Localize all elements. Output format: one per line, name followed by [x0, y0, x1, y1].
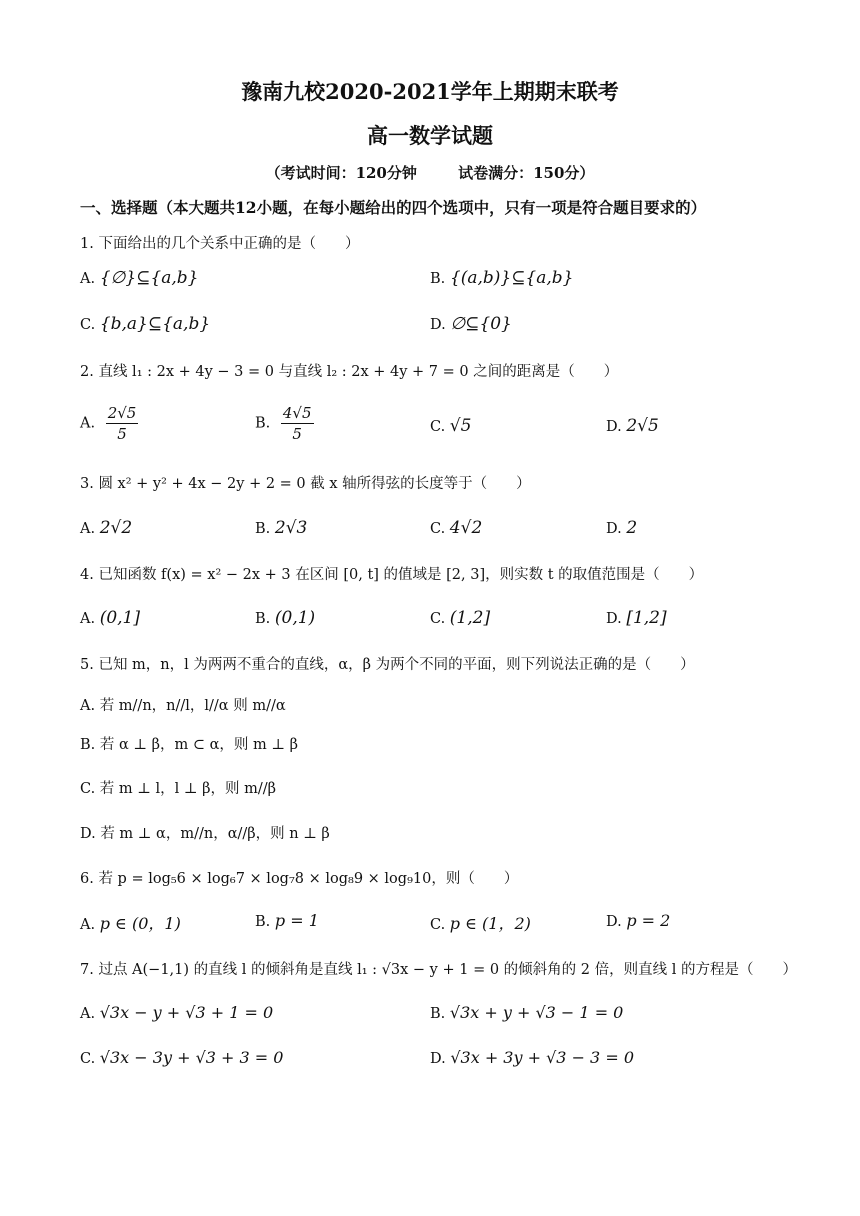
q5-option-b: B. 若 α ⊥ β，m ⊂ α，则 m ⊥ β	[80, 737, 299, 753]
option-letter: C.	[80, 1051, 96, 1067]
option-content: 2√3	[274, 518, 308, 538]
q3-option-d	[606, 518, 637, 538]
q4-option-a	[80, 608, 140, 628]
option-content: ∅⊆{0}	[450, 314, 512, 334]
option-letter: C.	[430, 419, 446, 435]
option-letter: B.	[255, 521, 271, 537]
q5-option-c: C. 若 m ⊥ l，l ⊥ β，则 m//β	[80, 781, 277, 797]
q3-option-c	[430, 518, 482, 538]
option-content: p = 1	[274, 911, 319, 930]
option-letter: C.	[430, 611, 446, 627]
question-6-stem: 6. 若 p = log₅6 × log₆7 × log₇8 × log₈9 × log₉10，则（ ）	[80, 871, 519, 887]
q4-option-c	[430, 608, 490, 628]
fraction	[106, 404, 139, 443]
q1-option-c	[80, 314, 210, 334]
option-letter: A.	[80, 271, 96, 287]
question-5-stem: 5. 已知 m，n，l 为两两不重合的直线，α，β 为两个不同的平面，则下列说法正确的是（ ）	[80, 657, 695, 673]
option-content: √3x − 3y + √3 + 3 = 0	[99, 1048, 284, 1067]
option-letter: A.	[80, 521, 96, 537]
option-content: (0,1)	[274, 608, 316, 628]
q2-option-b	[255, 404, 314, 443]
option-content: √3x + 3y + √3 − 3 = 0	[450, 1048, 634, 1067]
question-3-stem: 3. 圆 x² + y² + 4x − 2y + 2 = 0 截 x 轴所得弦的长度等于（ ）	[80, 476, 531, 492]
q4-option-b	[255, 608, 315, 628]
option-content: p ∈ (0，1)	[99, 914, 181, 933]
option-content: 2√5	[626, 416, 659, 436]
q3-option-b	[255, 518, 307, 538]
option-letter: A.	[80, 415, 96, 432]
exam-time: （考试时间：120分钟	[265, 164, 417, 182]
option-content: {∅}⊆{a,b}	[99, 268, 199, 288]
option-letter: D.	[606, 914, 622, 930]
option-letter: A.	[80, 1006, 96, 1022]
option-content: (1,2]	[449, 608, 491, 628]
fraction-numerator: 4√5	[282, 404, 312, 422]
q6-option-c	[430, 911, 531, 934]
fraction-denominator: 5	[117, 425, 127, 443]
option-letter: D.	[430, 317, 446, 333]
q2-option-d	[606, 416, 659, 436]
q6-option-b	[255, 911, 319, 930]
question-1-stem: 1. 下面给出的几个关系中正确的是（ ）	[80, 236, 360, 252]
option-letter: A.	[80, 917, 96, 933]
question-4-stem: 4. 已知函数 f(x) = x² − 2x + 3 在区间 [0, t] 的值域是 [2, 3]，则实数 t 的取值范围是（ ）	[80, 567, 704, 583]
option-letter: B.	[430, 1006, 446, 1022]
q7-option-c	[80, 1048, 283, 1067]
option-letter: D.	[606, 419, 622, 435]
option-content: 2√2	[99, 518, 133, 538]
option-content: √5	[449, 416, 472, 436]
option-content: p = 2	[626, 911, 671, 930]
question-7-stem: 7. 过点 A(−1,1) 的直线 l 的倾斜角是直线 l₁ : √3x − y + 1 = 0 的倾斜角的 2 倍，则直线 l 的方程是（ ）	[80, 962, 797, 978]
option-letter: A.	[80, 611, 96, 627]
option-letter: D.	[606, 521, 622, 537]
q6-option-a	[80, 911, 181, 934]
option-letter: C.	[80, 317, 96, 333]
option-content: {b,a}⊆{a,b}	[99, 314, 211, 334]
q7-option-b	[430, 1003, 623, 1022]
option-letter: B.	[255, 914, 271, 930]
fraction-numerator: 2√5	[107, 404, 137, 422]
fraction	[281, 404, 314, 443]
exam-title: 豫南九校2020-2021学年上期期末联考	[241, 79, 619, 104]
section-title: 一、选择题（本大题共12小题，在每小题给出的四个选项中，只有一项是符合题目要求的）	[80, 198, 707, 217]
q7-option-d	[430, 1048, 634, 1067]
exam-subject: 高一数学试题	[367, 123, 493, 148]
option-letter: C.	[430, 521, 446, 537]
q5-option-a: A. 若 m//n，n//l，l//α 则 m//α	[80, 698, 286, 714]
q2-option-c	[430, 416, 471, 436]
option-content: √3x + y + √3 − 1 = 0	[449, 1003, 624, 1022]
question-2-stem: 2. 直线 l₁ : 2x + 4y − 3 = 0 与直线 l₂ : 2x + 4y + 7 = 0 之间的距离是（ ）	[80, 364, 619, 380]
option-content: [1,2]	[626, 608, 667, 628]
fraction-denominator: 5	[292, 425, 302, 443]
q6-option-d	[606, 911, 670, 930]
option-content: 2	[626, 518, 638, 538]
option-content: √3x − y + √3 + 1 = 0	[99, 1003, 274, 1022]
option-content: {(a,b)}⊆{a,b}	[449, 268, 574, 288]
option-letter: D.	[430, 1051, 446, 1067]
option-letter: D.	[606, 611, 622, 627]
option-letter: B.	[430, 271, 446, 287]
option-content: 4√2	[449, 518, 483, 538]
exam-info	[0, 162, 860, 183]
q1-option-a	[80, 268, 198, 288]
q5-option-d: D. 若 m ⊥ α，m//n，α//β，则 n ⊥ β	[80, 826, 330, 842]
q1-option-d	[430, 314, 512, 334]
q2-option-a	[80, 404, 138, 443]
option-letter: C.	[430, 917, 446, 933]
full-score: 试卷满分：150分）	[458, 164, 595, 182]
option-content: p ∈ (1，2)	[449, 914, 531, 933]
option-content: (0,1]	[99, 608, 141, 628]
q7-option-a	[80, 1003, 273, 1022]
option-letter: B.	[255, 415, 271, 432]
q1-option-b	[430, 268, 574, 288]
q4-option-d	[606, 608, 667, 628]
option-letter: B.	[255, 611, 271, 627]
q3-option-a	[80, 518, 132, 538]
